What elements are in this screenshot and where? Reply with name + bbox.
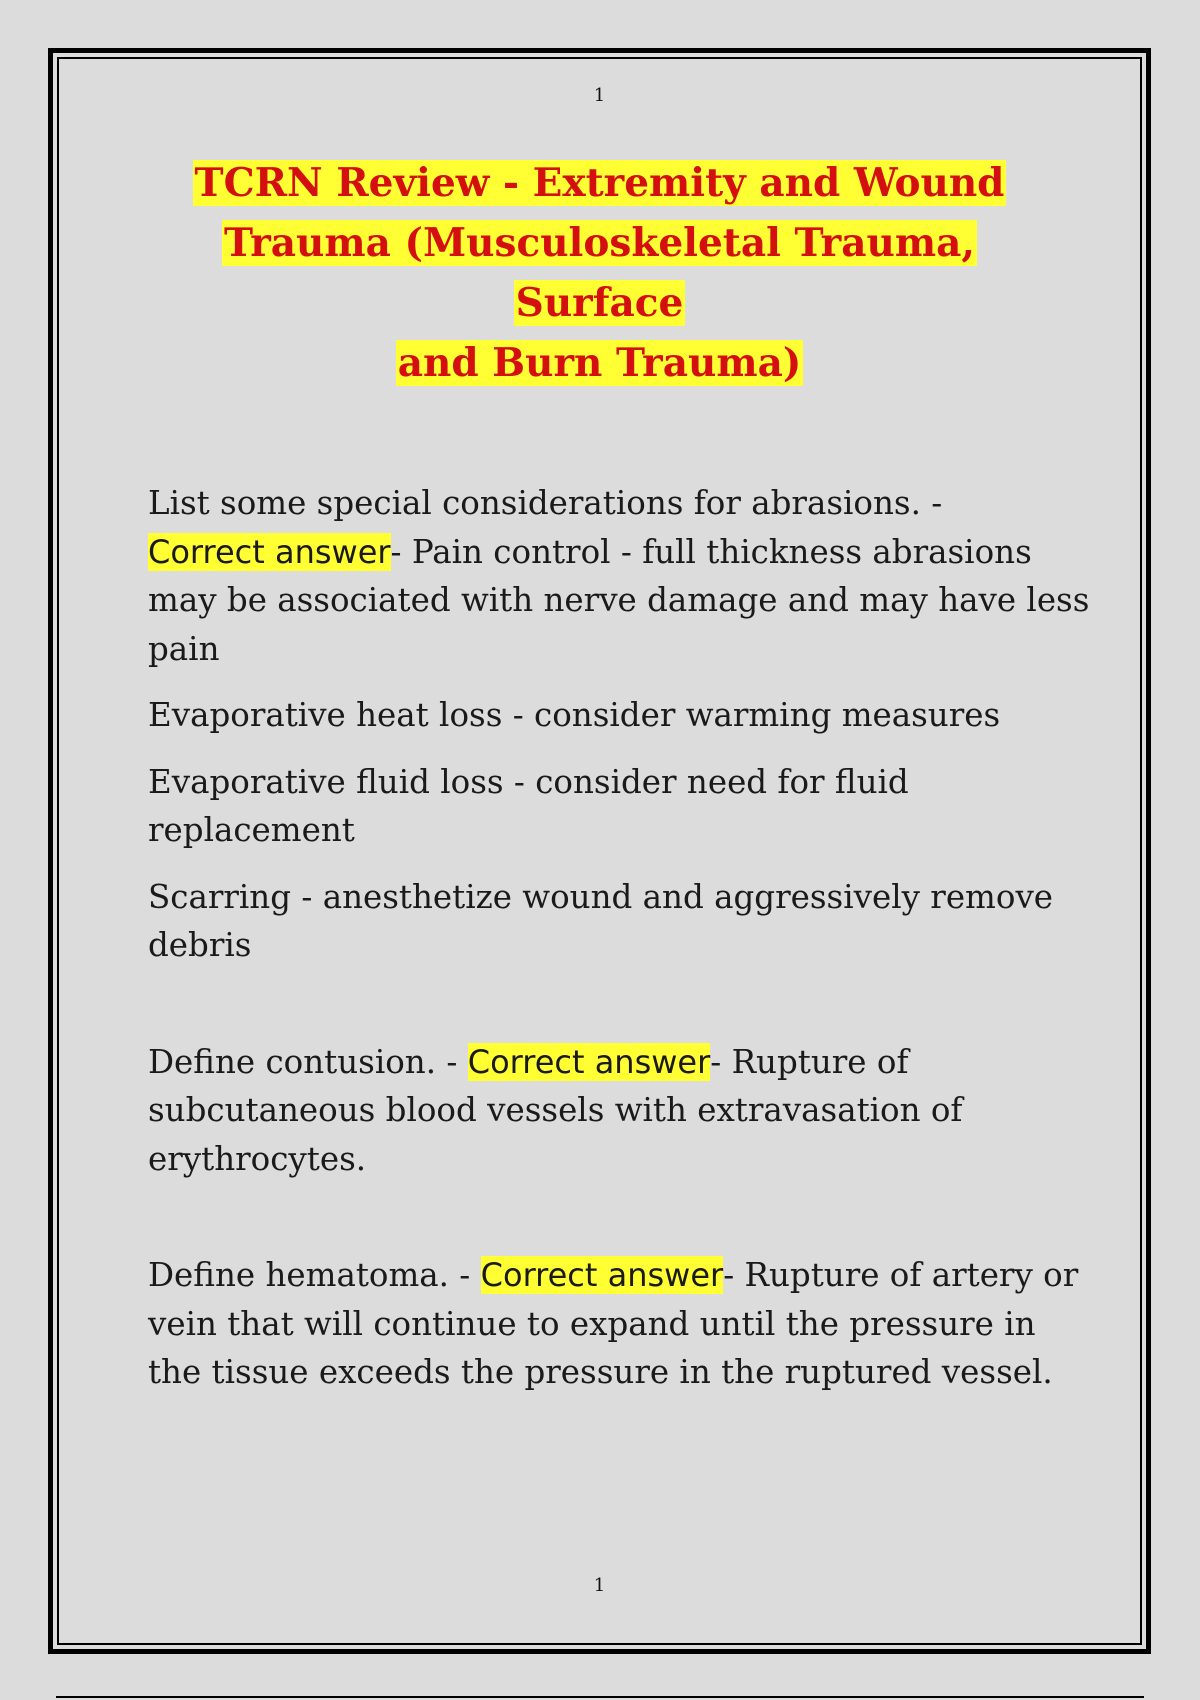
next-page-top-border [56,1696,1144,1698]
qa-question-answer [148,1038,1098,1184]
answer-text: - Pain control - full thickness abrasions may be associated with nerve damage and may have less pain [148,532,1090,668]
question-text: Define contusion. - [148,1042,458,1081]
qa-item-contusion [148,1038,1098,1184]
answer-detail: Evaporative fluid loss - consider need for fluid replacement [148,762,909,849]
title-line-3: and Burn Trauma) [397,340,802,386]
title-line-2: Trauma (Musculoskeletal Trauma, Surface [224,220,975,326]
qa-list [148,479,1098,1415]
qa-question-answer [148,479,1098,673]
qa-question-answer [148,1251,1098,1397]
correct-answer-label: Correct answer [148,532,391,571]
answer-detail: Scarring - anesthetize wound and aggressively remove debris [148,877,1054,964]
qa-item-abrasions [148,479,1098,970]
correct-answer-label: Correct answer [480,1256,724,1294]
page-number-bottom: 1 [593,1575,606,1596]
answer-detail: Evaporative heat loss - consider warming measures [148,696,1001,734]
question-text: Define hematoma. - [148,1256,471,1294]
page-number-top: 1 [593,85,606,106]
title-line-1: TCRN Review - Extremity and Wound [194,160,1005,206]
page-title [169,153,1030,393]
question-text: List some special considerations for abrasions. - [148,484,943,522]
correct-answer-label: Correct answer [467,1042,711,1081]
page-border [48,48,1151,1654]
qa-item-hematoma [148,1251,1098,1397]
answer-text: - Rupture of subcutaneous blood vessels with extravasation of erythrocytes. [148,1042,963,1178]
answer-text: - Rupture of artery or vein that will continue to expand until the pressure in the tissue exceeds the pressure in the ruptured vessel. [148,1256,1079,1391]
page-border-inner [57,57,1142,1645]
